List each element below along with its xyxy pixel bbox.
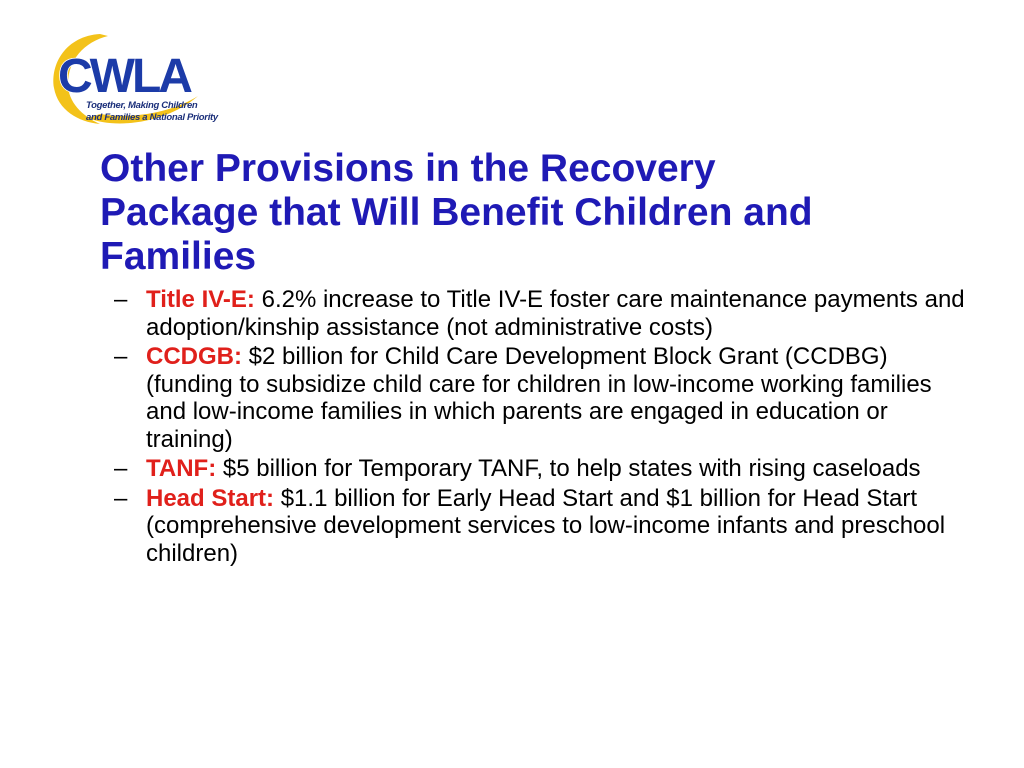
tagline-line: Together, Making Children bbox=[86, 100, 198, 111]
bullet-item bbox=[110, 455, 970, 483]
bullet-dash: – bbox=[114, 455, 128, 482]
bullet-item bbox=[110, 343, 970, 453]
logo-wordmark: CWLA bbox=[58, 50, 190, 103]
tagline-line: and Families a National Priority bbox=[86, 112, 218, 123]
bullet-text: $2 billion for Child Care Development Block Grant (CCDBG) (funding to subsidize child care for children in low-income working families and low-income families in which parents are engaged in education or training) bbox=[146, 343, 932, 453]
bullet-dash: – bbox=[114, 286, 128, 313]
bullet-dash: – bbox=[114, 343, 128, 370]
logo-tagline bbox=[86, 100, 226, 124]
bullet-label: TANF: bbox=[146, 455, 217, 482]
bullet-label: Head Start: bbox=[146, 484, 275, 512]
bullet-item bbox=[110, 286, 970, 341]
slide-title: Other Provisions in the Recovery Package that Will Benefit Children and Families bbox=[100, 147, 813, 278]
bullet-item bbox=[110, 485, 970, 568]
bullet-text: 6.2% increase to Title IV-E foster care maintenance payments and adoption/kinship assistance (not administrative costs) bbox=[146, 286, 965, 341]
bullet-list bbox=[110, 286, 970, 569]
bullet-label: CCDGB: bbox=[146, 343, 242, 370]
bullet-dash: – bbox=[114, 484, 128, 512]
bullet-label: Title IV-E: bbox=[146, 286, 255, 313]
bullet-text: $5 billion for Temporary TANF, to help states with rising caseloads bbox=[216, 455, 921, 482]
bullet-text: $1.1 billion for Early Head Start and $1 billion for Head Start (comprehensive development services to low-income infants and preschool children) bbox=[146, 484, 946, 567]
